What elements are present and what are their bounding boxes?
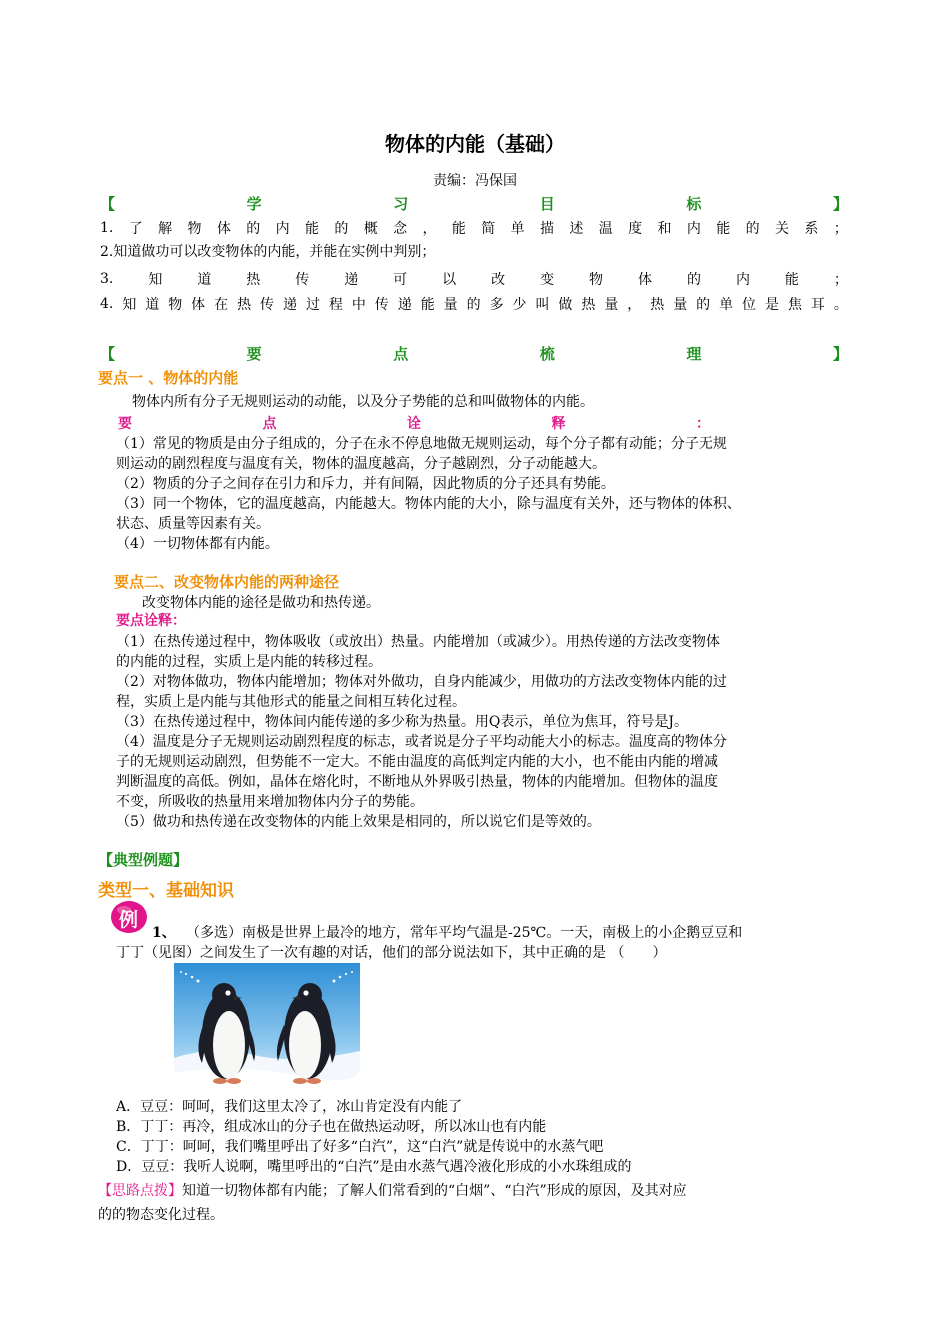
option-d: D．豆豆：我听人说啊，嘴里呼出的“白汽”是由水蒸气遇冷液化形成的小水珠组成的 (116, 1159, 632, 1175)
spread-char: 做 (558, 297, 573, 313)
point2-line: （2）对物体做功，物体内能增加；物体对外做功，自身内能减少，用做功的方法改变物体内能的过 (116, 674, 727, 690)
examples-header: 【典型例题】 (98, 851, 189, 869)
spread-char: 的 (696, 297, 711, 313)
objective-3 (100, 268, 848, 290)
spread-char: 】 (832, 344, 848, 363)
example-badge-label: 例 (119, 909, 139, 931)
spread-char: 热 (246, 272, 261, 288)
point1-title: 要点一 、物体的内能 (98, 369, 239, 387)
point2-line: 判断温度的高低。例如，晶体在熔化时，不断地从外界吸引热量，物体的内能增加。但物体的温度 (116, 774, 718, 790)
point2-line: 的内能的过程，实质上是内能的转移过程。 (116, 654, 382, 670)
spread-char: 能 (784, 272, 799, 288)
spread-char: ； (833, 221, 848, 237)
objective-1 (100, 217, 848, 239)
spread-char: 单 (719, 297, 734, 313)
spread-char: 量 (604, 297, 619, 313)
spread-char: 量 (673, 297, 688, 313)
spread-char: 习 (393, 194, 409, 213)
option-c: C．丁丁：呵呵，我们嘴里呼出了好多“白汽”，这“白汽”就是传说中的水蒸气吧 (116, 1139, 604, 1155)
point1-line: 则运动的剧烈程度与温度有关，物体的温度越高，分子越剧烈，分子动能越大。 (116, 456, 606, 472)
spread-char: 解 (158, 221, 173, 237)
spread-char: 能 (716, 221, 731, 237)
spread-char: 热 (650, 297, 665, 313)
spread-char: 概 (363, 221, 378, 237)
point2-text: 改变物体内能的途径是做功和热传递。 (142, 595, 380, 611)
spread-char: 4. (100, 296, 114, 312)
spread-char: 中 (351, 297, 366, 313)
hint-line (98, 1181, 687, 1201)
spread-char: 【 (100, 194, 116, 213)
option-a: A．豆豆：呵呵，我们这里太冷了，冰山肯定没有内能了 (116, 1099, 463, 1115)
spread-char: 释 (551, 416, 566, 432)
objectives-header (100, 192, 848, 214)
spread-char: 能 (420, 297, 435, 313)
spread-char: 标 (686, 194, 702, 213)
spread-char: 物 (589, 272, 604, 288)
spread-char: 和 (657, 221, 672, 237)
spread-char: 物 (187, 221, 202, 237)
spread-char: ； (833, 272, 848, 288)
spread-char: 的 (466, 297, 481, 313)
spread-char: 单 (510, 221, 525, 237)
spread-char: 关 (774, 221, 789, 237)
point2-line: （4）温度是分子无规则运动剧烈程度的标志，或者说是分子平均动能大小的标志。温度高的物体分 (116, 734, 727, 750)
spread-char: ， (422, 221, 437, 237)
spread-char: 体 (191, 297, 206, 313)
example-badge (110, 900, 150, 934)
penguins-illustration (174, 963, 360, 1093)
point2-line: 程，实质上是内能与其他形式的能量之间相互转化过程。 (116, 694, 466, 710)
point1-line: （4）一切物体都有内能。 (116, 536, 279, 552)
spread-char: 点 (262, 416, 277, 432)
spread-char: 传 (295, 272, 310, 288)
spread-char: 知 (122, 297, 137, 313)
spread-char: 变 (540, 272, 555, 288)
point1-line: （2）物质的分子之间存在引力和斥力，并有间隔，因此物质的分子还具有势能。 (116, 476, 615, 492)
spread-char: 热 (581, 297, 596, 313)
objective-4 (100, 293, 848, 315)
spread-char: 内 (735, 272, 750, 288)
point2-line: （3）在热传递过程中，物体间内能传递的多少称为热量。用Q表示，单位为焦耳，符号是J。 (116, 714, 688, 730)
spread-char: 叫 (535, 297, 550, 313)
spread-char: 道 (145, 297, 160, 313)
point2-title: 要点二、改变物体内能的两种途径 (114, 573, 340, 591)
editor-line: 责编：冯保国 (433, 173, 517, 189)
spread-char: 能 (451, 221, 466, 237)
spread-char: 物 (168, 297, 183, 313)
spread-char: 热 (237, 297, 252, 313)
spread-char: 道 (197, 272, 212, 288)
spread-char: 学 (246, 194, 262, 213)
spread-char: 了 (128, 221, 143, 237)
spread-char: 简 (481, 221, 496, 237)
spread-char: 耳 (810, 297, 825, 313)
spread-char: 递 (282, 297, 297, 313)
spread-char: 知 (148, 272, 163, 288)
spread-char: 少 (512, 297, 527, 313)
point2-line: 子的无规则运动剧烈，但势能不一定大。不能由温度的高低判定内能的大小，也不能由内能的增减 (116, 754, 718, 770)
spread-char: ， (627, 297, 642, 313)
spread-char: 描 (539, 221, 554, 237)
spread-char: 念 (393, 221, 408, 237)
spread-char: 程 (328, 297, 343, 313)
point1-note-label (118, 412, 710, 434)
spread-char: 的 (686, 272, 701, 288)
penguin-image (174, 963, 360, 1093)
spread-char: 目 (539, 194, 555, 213)
spread-char: 多 (489, 297, 504, 313)
spread-char: 内 (686, 221, 701, 237)
spread-char: 的 (246, 221, 261, 237)
spread-char: 系 (804, 221, 819, 237)
spread-char: 温 (598, 221, 613, 237)
type1-heading: 类型一、基础知识 (98, 881, 234, 901)
spread-char: 诠 (407, 416, 421, 432)
summary-header (100, 342, 848, 364)
point2-line: （5）做功和热传递在改变物体的内能上效果是相同的，所以说它们是等效的。 (116, 814, 601, 830)
question-line: （多选）南极是世界上最冷的地方，常年平均气温是-25℃。一天，南极上的小企鹅豆豆和 (186, 925, 743, 941)
point1-line: （1）常见的物质是由分子组成的，分子在永不停息地做无规则运动，每个分子都有动能；分子无规 (116, 436, 727, 452)
spread-char: 过 (305, 297, 320, 313)
question-line: 丁丁（见图）之间发生了一次有趣的对话，他们的部分说法如下，其中正确的是 （ ） (116, 945, 667, 961)
spread-char: 改 (491, 272, 506, 288)
page-title: 物体的内能（基础） (385, 132, 565, 156)
spread-char: 1. (100, 220, 114, 236)
spread-char: 体 (216, 221, 231, 237)
hint-text: 知道一切物体都有内能；了解人们常看到的“白烟”、“白汽”形成的原因，及其对应 (182, 1183, 687, 1199)
spread-char: 点 (393, 344, 409, 363)
hint-tag: 【思路点拨】 (98, 1183, 182, 1199)
spread-char: ： (696, 416, 710, 432)
point1-line: 状态、质量等因素有关。 (116, 516, 270, 532)
objective-2: 2.知道做功可以改变物体的内能，并能在实例中判别； (100, 244, 436, 260)
spread-char: 以 (442, 272, 457, 288)
spread-char: 递 (344, 272, 359, 288)
spread-char: 可 (393, 272, 408, 288)
spread-char: 3. (100, 271, 114, 287)
spread-char: 的 (745, 221, 760, 237)
spread-char: 要 (246, 344, 262, 363)
spread-char: 能 (304, 221, 319, 237)
point2-line: 不变，所吸收的热量用来增加物体内分子的势能。 (116, 794, 424, 810)
spread-char: 传 (260, 297, 275, 313)
spread-char: 体 (638, 272, 653, 288)
spread-char: 的 (334, 221, 349, 237)
option-b: B．丁丁：再冷，组成冰山的分子也在做热运动呀，所以冰山也有内能 (116, 1119, 547, 1135)
spread-char: 传 (374, 297, 389, 313)
point1-line: （3）同一个物体，它的温度越高，内能越大。物体内能的大小，除与温度有关外，还与物体的体积、 (116, 496, 741, 512)
hint-line-2: 的的物态变化过程。 (98, 1207, 224, 1223)
spread-char: 递 (397, 297, 412, 313)
spread-char: 要 (118, 416, 132, 432)
point1-text: 物体内所有分子无规则运动的动能，以及分子势能的总和叫做物体的内能。 (132, 394, 594, 410)
spread-char: 在 (214, 297, 229, 313)
spread-char: 度 (628, 221, 643, 237)
spread-char: 【 (100, 344, 116, 363)
spread-char: 。 (833, 297, 848, 313)
spread-char: 述 (569, 221, 584, 237)
spread-char: 焦 (787, 297, 802, 313)
point2-line: （1）在热传递过程中，物体吸收（或放出）热量。内能增加（或减少）。用热传递的方法改变物体 (116, 634, 720, 650)
spread-char: 位 (742, 297, 757, 313)
spread-char: 梳 (539, 344, 555, 363)
question-number: 1、 (152, 925, 176, 941)
spread-char: 】 (832, 194, 848, 213)
spread-char: 内 (275, 221, 290, 237)
point2-note-label: 要点诠释： (116, 613, 186, 629)
spread-char: 理 (686, 344, 702, 363)
spread-char: 是 (765, 297, 779, 313)
spread-char: 量 (443, 297, 458, 313)
